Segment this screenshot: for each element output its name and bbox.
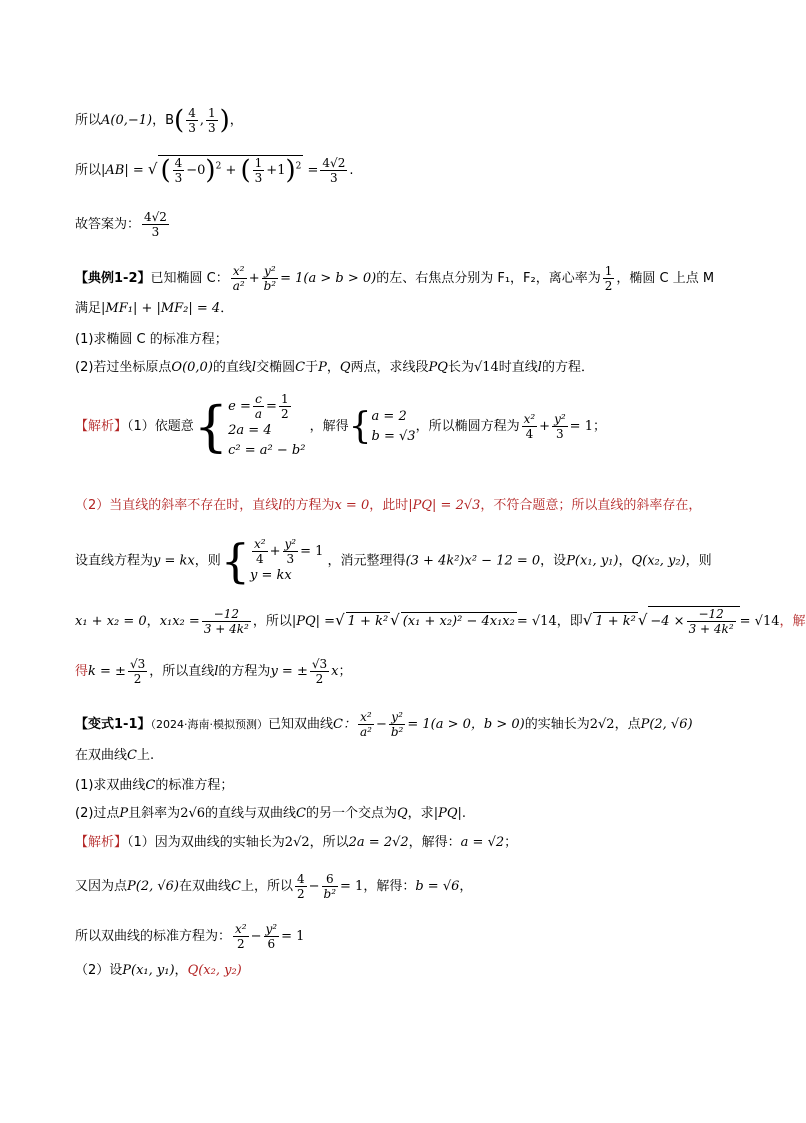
line-19: 所以双曲线的标准方程为： $\frac{\text{x²}}{2}$ − $\frac{\text{y²}}{6}$ = 1 — [75, 922, 305, 951]
line-5: 满足|MF₁| + |MF₂| = 4． — [75, 301, 234, 316]
line-3: 故答案为： $\frac{4√2}{3}$ — [75, 210, 167, 239]
line-6: (1)求椭圆 C 的标准方程； — [75, 332, 228, 347]
analysis-tag: 【解析】 — [75, 419, 128, 434]
answer-fraction: $\frac{4√2}{3}$ — [144, 210, 167, 239]
line-9: （2）当直线的斜率不存在时，直线l的方程为x = 0，此时|PQ| = 2√3，不符合题意；所以直线的斜率存在， — [75, 498, 702, 513]
math: A(0,−1) — [101, 113, 153, 128]
line-16: (2)过点P且斜率为2√6的直线与双曲线C的另一个交点为Q，求|PQ|. — [75, 806, 466, 821]
sqrt-expression: ( $\frac{4}{3}$ −0)$^2$ + ( $\frac{1}{3}$ +1)$^2$ — [160, 155, 302, 186]
example-tag: 【典例1-2】 — [75, 271, 151, 286]
line-7: (2)若过坐标原点O(0,0)的直线l交椭圆C于P，Q两点，求线段PQ长为√14时直线l的方程． — [75, 360, 594, 375]
equation-system: e = $\frac{c}{a}$ = $\frac{1}{2}$ 2a = 4 c² = a² − b² — [228, 392, 306, 458]
line-8: 【解析】（1）依题意{ e = $\frac{c}{a}$ = $\frac{1}{2}$ 2a = 4 c² = a² − b² ，解得{ a = 2 b = √3 ，所以椭圆方程为 $\frac{\text{x²}}{4}$ + $\frac{\text{y²}}{3}$ = 1； — [75, 392, 606, 461]
line-4: 【典例1-2】已知椭圆 C： $\frac{\text{x²}}{\text{a²}}$ + $\frac{\text{y²}}{\text{b²}}$ = 1(a > b > 0)的左、右焦点分别为 F₁，F₂，离心率为 $\frac{1}{2}$ ，椭圆 C 上点 M — [75, 264, 715, 293]
line-20: （2）设P(x₁, y₁)，Q(x₂, y₂) — [75, 963, 242, 978]
line-17: 【解析】（1）因为双曲线的实轴长为2√2，所以2a = 2√2，解得：a = √2； — [75, 835, 518, 850]
analysis-tag: 【解析】 — [75, 835, 128, 850]
line-15: (1)求双曲线C的标准方程； — [75, 778, 234, 793]
line-1: 所以A(0,−1)，B( $\frac{4}{3}$ , $\frac{1}{3}$ )， — [75, 105, 243, 136]
text: 所以 — [75, 113, 102, 128]
line-18: 又因为点P(2, √6)在双曲线C上，所以 $\frac{4}{2}$ − $\frac{6}{\text{b²}}$ = 1，解得：b = √6， — [75, 872, 473, 901]
text: ，B — [152, 113, 175, 128]
line-13: 【变式1-1】（2024·海南·模拟预测）已知双曲线C： $\frac{\text{x²}}{\text{a²}}$ − $\frac{\text{y²}}{\text{b²}}$ = 1(a > 0，b > 0)的实轴长为2√2，点P(2, √6) — [75, 710, 693, 739]
fraction: $\frac{1}{3}$ — [207, 106, 216, 135]
line-2: 所以|AB| = √ ( $\frac{4}{3}$ −0)$^2$ + ( $\frac{1}{3}$ +1)$^2$ = $\frac{4√2}{3}$ . — [75, 155, 354, 186]
line-14: 在双曲线C上. — [75, 748, 155, 763]
line-12: 得k = ± $\frac{√3}{2}$ ，所以直线l的方程为y = ± $\frac{√3}{2}$ x； — [75, 657, 352, 686]
fraction: $\frac{4}{3}$ — [188, 106, 196, 135]
variant-tag: 【变式1-1】 — [75, 717, 151, 732]
line-10: 设直线方程为y = kx，则{ $\frac{\text{x²}}{4}$ + $\frac{\text{y²}}{3}$ = 1 y = kx ，消元整理得(3 + 4k²)x² − 12 = 0，设P(x₁, y₁)，Q(x₂, y₂)，则 — [75, 534, 712, 588]
line-11: x₁ + x₂ = 0，x₁x₂ = $\frac{-12}{\text{3 + 4k²}}$ ，所以|PQ| =√ 1 + k² √ (x₁ + x₂)² − 4x₁x₂ = √14，即√ 1 + k² √ −4 × $\frac{-12}{\text{3 + 4k²}}$ = √14，解 — [75, 607, 806, 636]
